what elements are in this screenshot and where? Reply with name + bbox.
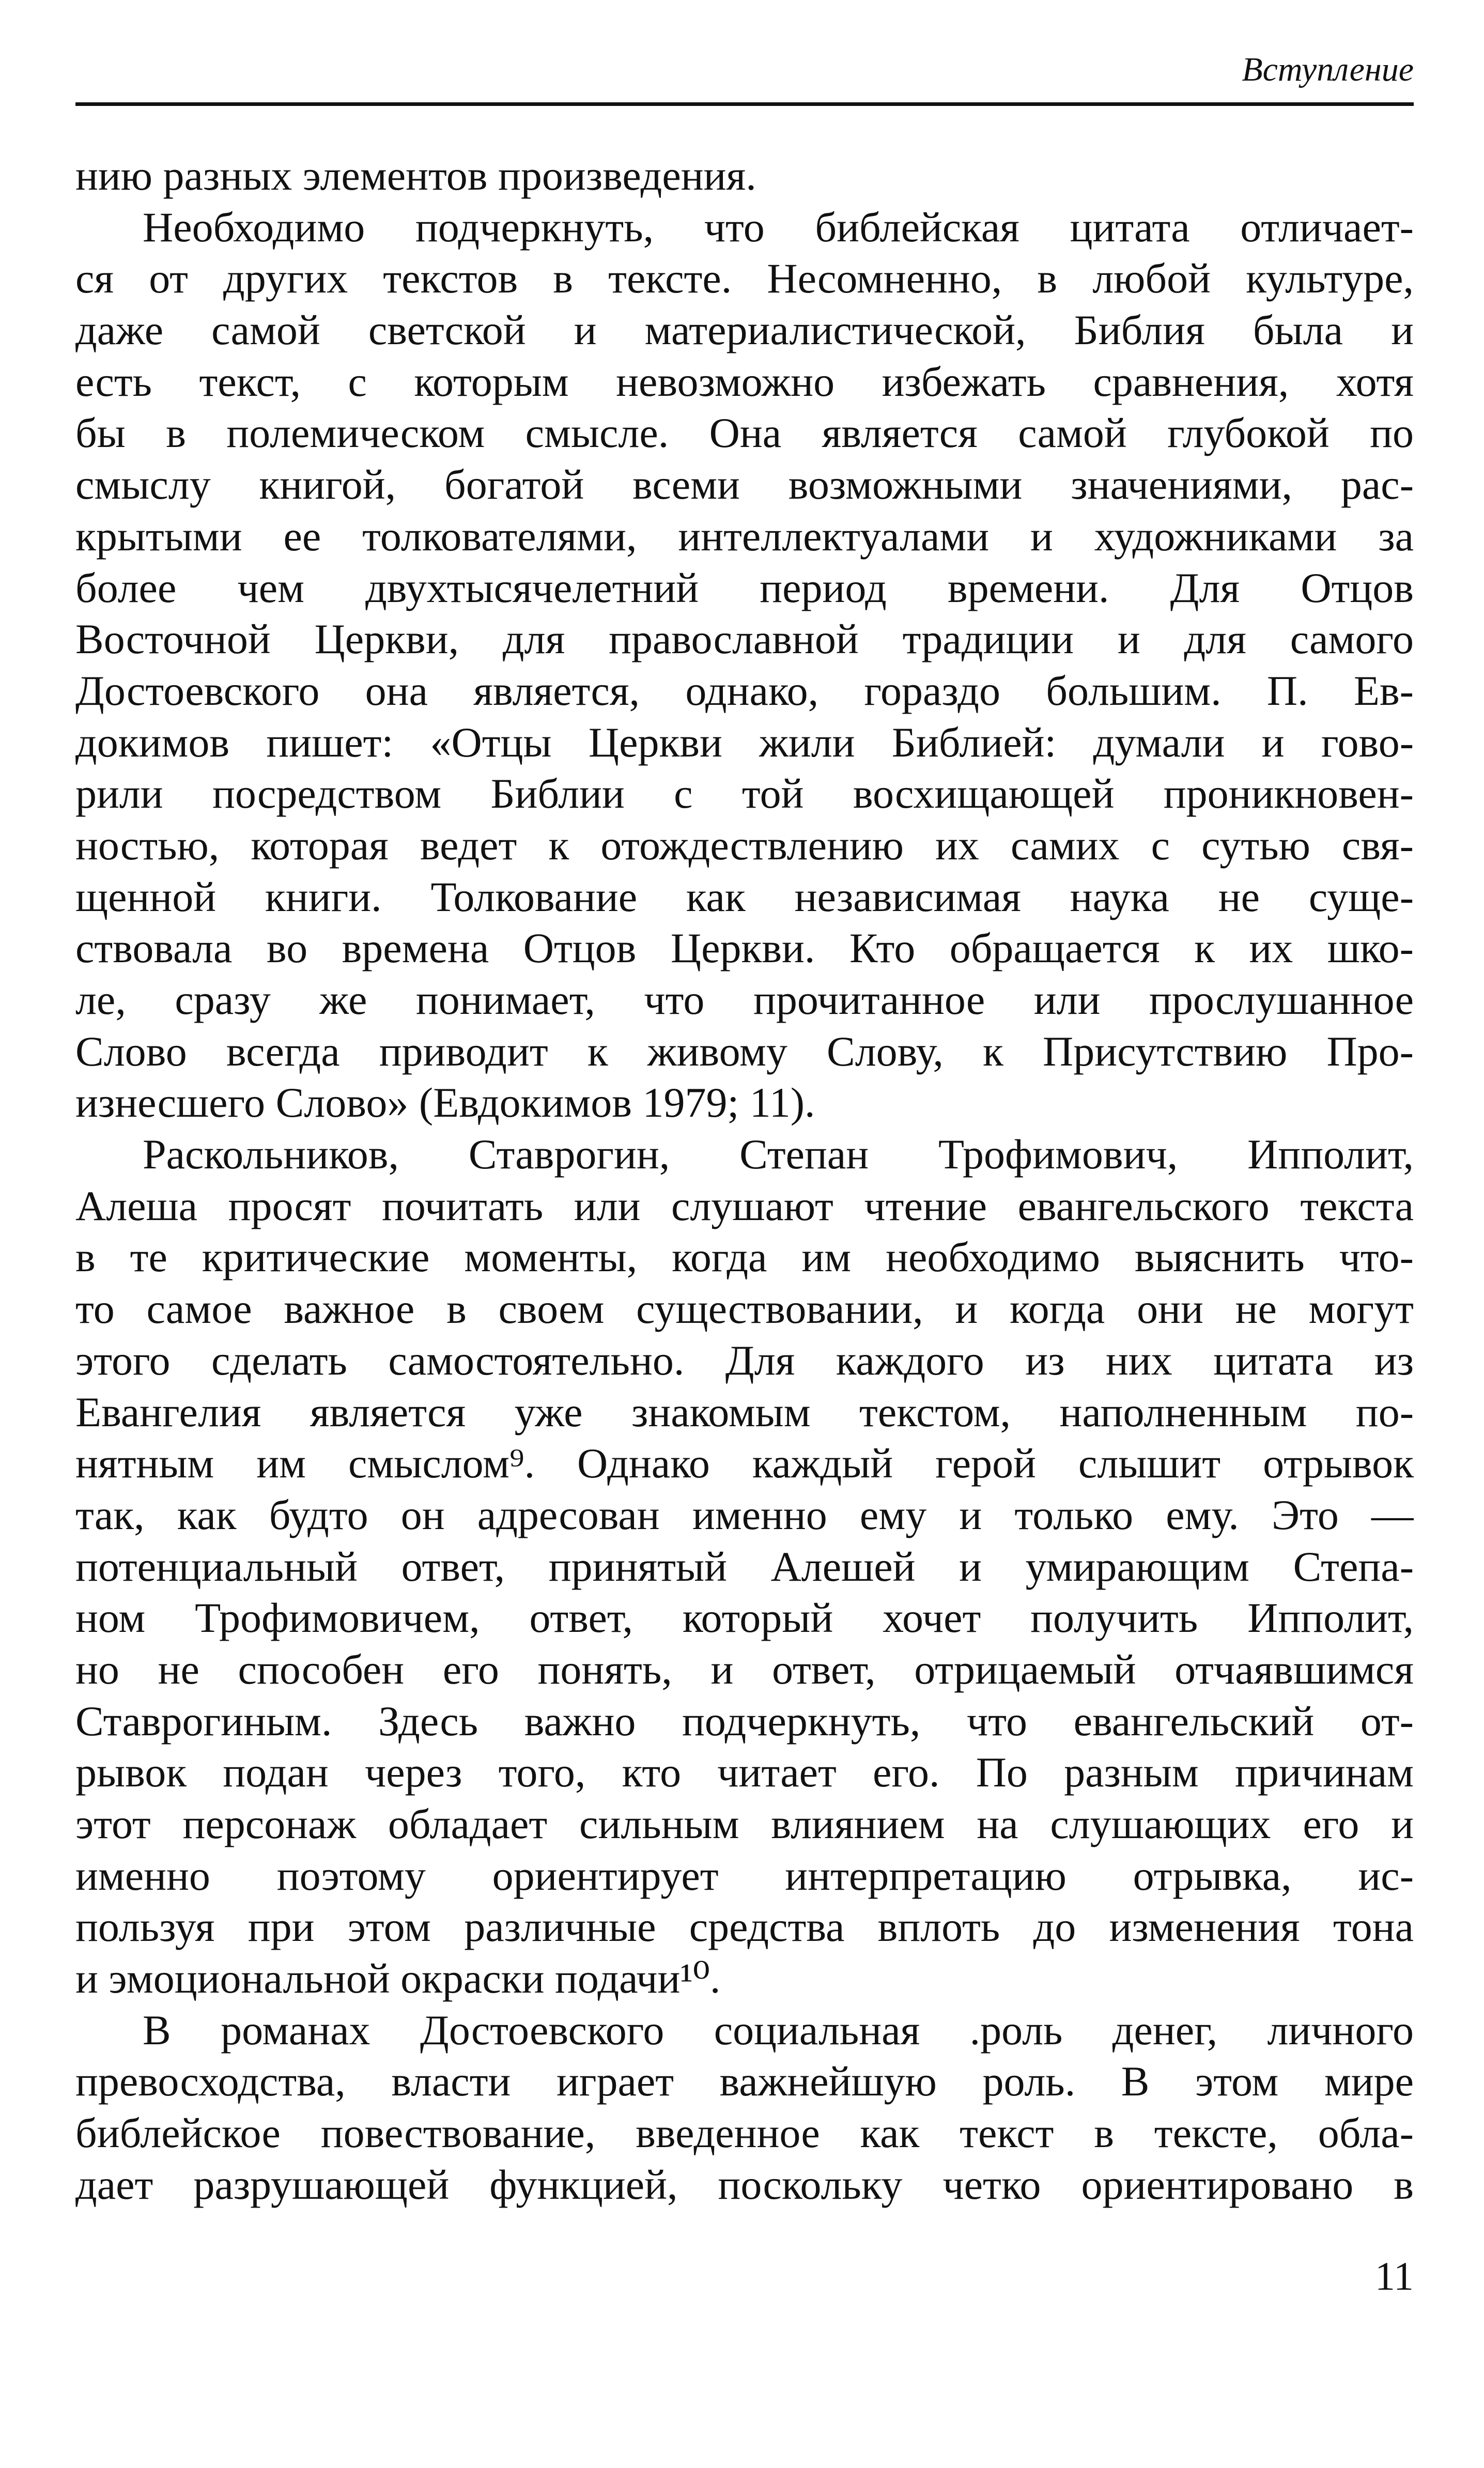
text-line: ном Трофимовичем, ответ, который хочет получить Ипполит,: [75, 1594, 1414, 1642]
text-line: ле, сразу же понимает, что прочитанное или прослушанное: [75, 976, 1414, 1023]
text-line: Слово всегда приводит к живому Слову, к Присутствию Про-: [75, 1027, 1414, 1075]
text-line: именно поэтому ориентирует интерпретацию отрывка, ис-: [75, 1852, 1414, 1899]
text-line: пользуя при этом различные средства вплоть до изменения тона: [75, 1903, 1414, 1951]
text-line: Ставрогиным. Здесь важно подчеркнуть, что евангельский от-: [75, 1697, 1414, 1745]
text-line: смыслу книгой, богатой всеми возможными значениями, рас-: [75, 461, 1414, 508]
text-line: Достоевского она является, однако, гораздо большим. П. Ев-: [75, 667, 1414, 714]
text-line: Алеша просят почитать или слушают чтение евангельского текста: [75, 1182, 1414, 1229]
text-line: докимов пишет: «Отцы Церкви жили Библией: думали и гово-: [75, 718, 1414, 766]
text-line: более чем двухтысячелетний период времени. Для Отцов: [75, 564, 1414, 611]
text-line: нию разных элементов произведения.: [75, 152, 756, 199]
text-line: Евангелия является уже знакомым текстом, наполненным по-: [75, 1388, 1414, 1436]
text-line: в те критические моменты, когда им необходимо выяснить что-: [75, 1233, 1414, 1281]
text-line: нятным им смыслом⁹. Однако каждый герой слышит отрывок: [75, 1440, 1414, 1487]
text-line: щенной книги. Толкование как независимая наука не суще-: [75, 873, 1414, 920]
body-text: [75, 150, 1414, 2211]
text-line: рывок подан через того, кто читает его. По разным причинам: [75, 1749, 1414, 1796]
paragraph-last-line: и эмоциональной окраски подачи¹⁰.: [75, 1955, 721, 2002]
paragraph-first-line: Необходимо подчеркнуть, что библейская цитата отличает-: [143, 203, 1414, 251]
text-line: Восточной Церкви, для православной традиции и для самого: [75, 615, 1414, 663]
running-head: Вступление: [1242, 51, 1414, 88]
text-line: этот персонаж обладает сильным влиянием на слушающих его и: [75, 1800, 1414, 1847]
text-line: потенциальный ответ, принятый Алешей и умирающим Степа-: [75, 1542, 1414, 1590]
text-line: есть текст, с которым невозможно избежать сравнения, хотя: [75, 358, 1414, 405]
text-line: то самое важное в своем существовании, и когда они не могут: [75, 1285, 1414, 1333]
text-line: бы в полемическом смысле. Она является самой глубокой по: [75, 409, 1414, 457]
header-rule: [75, 102, 1414, 106]
text-line: но не способен его понять, и ответ, отрицаемый отчаявшимся: [75, 1645, 1414, 1693]
text-line: ствовала во времена Отцов Церкви. Кто обращается к их шко-: [75, 924, 1414, 972]
paragraph-first-line: В романах Достоевского социальная .роль денег, личного: [143, 2006, 1414, 2054]
text-line: ся от других текстов в тексте. Несомненно, в любой культуре,: [75, 255, 1414, 302]
page-number: 11: [1374, 2254, 1414, 2299]
text-line: рили посредством Библии с той восхищающей проникновен-: [75, 770, 1414, 817]
text-line: превосходства, власти играет важнейшую роль. В этом мире: [75, 2058, 1414, 2105]
text-line: так, как будто он адресован именно ему и только ему. Это —: [75, 1491, 1414, 1538]
text-line: ностью, которая ведет к отождествлению их самих с сутью свя-: [75, 821, 1414, 869]
paragraph-first-line: Раскольников, Ставрогин, Степан Трофимович, Ипполит,: [143, 1131, 1414, 1178]
text-line: этого сделать самостоятельно. Для каждого из них цитата из: [75, 1336, 1414, 1384]
paragraph-last-line: изнесшего Слово» (Евдокимов 1979; 11).: [75, 1079, 815, 1127]
text-line: даже самой светской и материалистической, Библия была и: [75, 306, 1414, 354]
text-line: дает разрушающей функцией, поскольку четко ориентировано в: [75, 2161, 1414, 2208]
text-line: библейское повествование, введенное как текст в тексте, обла-: [75, 2109, 1414, 2157]
text-line: крытыми ее толкователями, интеллектуалами и художниками за: [75, 512, 1414, 560]
